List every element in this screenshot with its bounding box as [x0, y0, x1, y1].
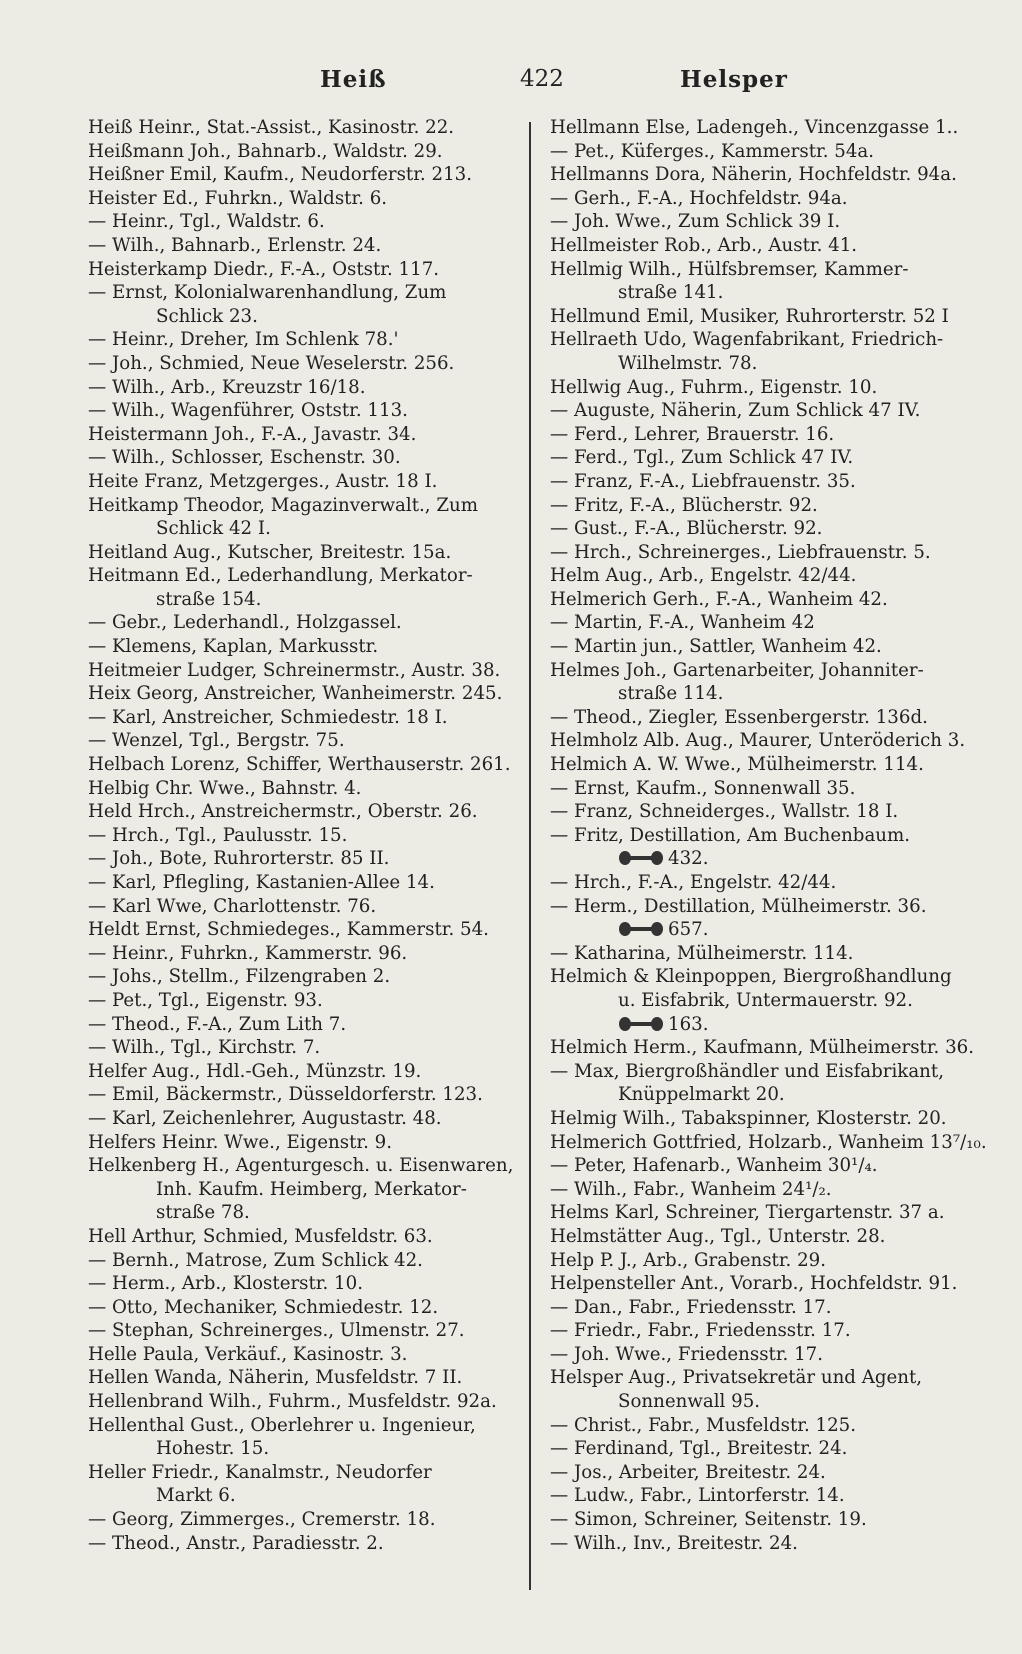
directory-entry: Helpensteller Ant., Vorarb., Hochfeldstr. 91.	[550, 1273, 958, 1295]
directory-entry: — Martin, F.-A., Wanheim 42	[550, 612, 815, 634]
directory-entry: Hellmig Wilh., Hülfsbremser, Kammer-	[550, 258, 909, 280]
directory-entry: — Heinr., Fuhrkn., Kammerstr. 96.	[88, 942, 408, 964]
directory-entry: — Karl Wwe, Charlottenstr. 76.	[88, 895, 377, 917]
directory-entry: Heix Georg, Anstreicher, Wanheimerstr. 245.	[88, 683, 503, 705]
directory-entry: — Wenzel, Tgl., Bergstr. 75.	[88, 730, 345, 752]
directory-entry: Heitmann Ed., Lederhandlung, Merkator-	[88, 565, 473, 587]
directory-entry: Helmstätter Aug., Tgl., Unterstr. 28.	[550, 1225, 886, 1247]
directory-entry: Heißmann Joh., Bahnarb., Waldstr. 29.	[88, 140, 443, 162]
directory-entry: u. Eisfabrik, Untermauerstr. 92.	[618, 989, 913, 1011]
directory-entry: Heitland Aug., Kutscher, Breitestr. 15a.	[88, 541, 452, 563]
directory-entry: — Theod., Anstr., Paradiesstr. 2.	[88, 1532, 384, 1554]
directory-entry: Helms Karl, Schreiner, Tiergartenstr. 37 a.	[550, 1202, 945, 1224]
header-first-name: Heiß	[320, 66, 387, 93]
directory-entry: Schlick 23.	[156, 305, 258, 327]
directory-entry: Heldt Ernst, Schmiedeges., Kammerstr. 54.	[88, 919, 489, 941]
directory-entry: — Simon, Schreiner, Seitenstr. 19.	[550, 1509, 867, 1531]
directory-entry: — Hrch., Tgl., Paulusstr. 15.	[88, 824, 348, 846]
directory-entry: — Gebr., Lederhandl., Holzgassel.	[88, 612, 402, 634]
directory-entry: — Christ., Fabr., Musfeldstr. 125.	[550, 1414, 857, 1436]
directory-entry: Heitkamp Theodor, Magazinverwalt., Zum	[88, 494, 478, 516]
directory-entry: — Ferd., Lehrer, Brauerstr. 16.	[550, 423, 835, 445]
directory-entry: Hellmann Else, Ladengeh., Vincenzgasse 1..	[550, 117, 959, 138]
directory-entry: Helmig Wilh., Tabakspinner, Klosterstr. 20.	[550, 1107, 947, 1129]
phone-number: 657.	[668, 919, 709, 941]
directory-entry: — Martin jun., Sattler, Wanheim 42.	[550, 636, 882, 658]
directory-entry: — Wilh., Schlosser, Eschenstr. 30.	[88, 447, 401, 469]
directory-entry: — Max, Biergroßhändler und Eisfabrikant,	[550, 1060, 944, 1082]
directory-entry: — Wilh., Arb., Kreuzstr 16/18.	[88, 376, 366, 398]
directory-entry: Helfers Heinr. Wwe., Eigenstr. 9.	[88, 1131, 392, 1153]
directory-entry: — Bernh., Matrose, Zum Schlick 42.	[88, 1249, 423, 1271]
directory-entry: Helmich Herm., Kaufmann, Mülheimerstr. 36.	[550, 1037, 975, 1059]
directory-entry: Hellenbrand Wilh., Fuhrm., Musfeldstr. 92a.	[88, 1391, 497, 1413]
directory-entry: Hellwig Aug., Fuhrm., Eigenstr. 10.	[550, 376, 878, 398]
right-column	[550, 116, 987, 1555]
directory-entry: — Hrch., F.-A., Engelstr. 42/44.	[550, 872, 837, 893]
directory-entry: — Herm., Arb., Klosterstr. 10.	[88, 1273, 363, 1295]
directory-entry: — Franz, F.-A., Liebfrauenstr. 35.	[550, 470, 856, 492]
phone-number: 432.	[668, 848, 709, 870]
directory-entry: — Otto, Mechaniker, Schmiedestr. 12.	[88, 1296, 439, 1318]
directory-entry: — Heinr., Dreher, Im Schlenk 78.'	[88, 329, 399, 351]
directory-entry: Schlick 42 I.	[156, 518, 271, 540]
directory-entry: — Gerh., F.-A., Hochfeldstr. 94a.	[550, 187, 848, 209]
directory-entry: — Katharina, Mülheimerstr. 114.	[550, 942, 854, 964]
directory-entry: — Gust., F.-A., Blücherstr. 92.	[550, 518, 823, 540]
directory-entry: Helm Aug., Arb., Engelstr. 42/44.	[550, 565, 857, 587]
directory-entry: — Fritz, F.-A., Blücherstr. 92.	[550, 494, 818, 516]
directory-entry: Inh. Kaufm. Heimberg, Merkator-	[156, 1178, 467, 1200]
directory-entry: — Friedr., Fabr., Friedensstr. 17.	[550, 1320, 851, 1342]
directory-entry: — Heinr., Tgl., Waldstr. 6.	[88, 211, 325, 233]
directory-entry: Helmes Joh., Gartenarbeiter, Johanniter-	[550, 659, 924, 681]
directory-entry: Heißner Emil, Kaufm., Neudorferstr. 213.	[88, 164, 472, 186]
directory-entry: — Johs., Stellm., Filzengraben 2.	[88, 966, 391, 988]
directory-entry: Heister Ed., Fuhrkn., Waldstr. 6.	[88, 187, 388, 209]
column-divider	[529, 122, 531, 1590]
directory-entry: Helmholz Alb. Aug., Maurer, Unteröderich 3.	[550, 730, 966, 752]
directory-entry: — Stephan, Schreinerges., Ulmenstr. 27.	[88, 1320, 465, 1342]
directory-entry: Helbach Lorenz, Schiffer, Werthauserstr. 261.	[88, 754, 511, 776]
directory-entry: — Wilh., Fabr., Wanheim 24¹/₂.	[550, 1178, 832, 1200]
directory-entry: straße 114.	[618, 683, 724, 705]
directory-entry: — Pet., Tgl., Eigenstr. 93.	[88, 989, 323, 1011]
directory-entry: straße 78.	[156, 1202, 250, 1224]
directory-entry: Heisterkamp Diedr., F.-A., Oststr. 117.	[88, 258, 440, 280]
directory-entry: — Dan., Fabr., Friedensstr. 17.	[550, 1296, 832, 1318]
directory-entry: — Wilh., Bahnarb., Erlenstr. 24.	[88, 234, 382, 256]
directory-entry: — Emil, Bäckermstr., Düsseldorferstr. 123.	[88, 1084, 483, 1106]
directory-entry: — Theod., F.-A., Zum Lith 7.	[88, 1013, 347, 1035]
directory-entry: Heiß Heinr., Stat.-Assist., Kasinostr. 22.	[88, 117, 455, 138]
directory-entry: Helsper Aug., Privatsekretär und Agent,	[550, 1367, 923, 1389]
directory-entry: Helmerich Gerh., F.-A., Wanheim 42.	[550, 588, 888, 610]
directory-entry: — Ludw., Fabr., Lintorferstr. 14.	[550, 1485, 845, 1507]
directory-entry: — Wilh., Wagenführer, Oststr. 113.	[88, 400, 408, 422]
phone-number: 163.	[668, 1013, 709, 1035]
directory-entry: Helmich & Kleinpoppen, Biergroßhandlung	[550, 966, 952, 988]
directory-entry: Hellmeister Rob., Arb., Austr. 41.	[550, 234, 858, 256]
directory-entry	[550, 847, 984, 871]
directory-entry	[550, 918, 984, 942]
page-number: 422	[520, 66, 564, 92]
directory-entry: Helfer Aug., Hdl.-Geh., Münzstr. 19.	[88, 1060, 422, 1082]
directory-entry: Heistermann Joh., F.-A., Javastr. 34.	[88, 423, 417, 445]
directory-entry: — Franz, Schneiderges., Wallstr. 18 I.	[550, 801, 899, 823]
directory-entry: — Joh., Bote, Ruhrorterstr. 85 II.	[88, 848, 390, 870]
directory-entry: Hohestr. 15.	[156, 1438, 270, 1460]
directory-entry: Helmerich Gottfried, Holzarb., Wanheim 13⁷/₁₀.	[550, 1131, 987, 1153]
directory-entry: straße 141.	[618, 282, 724, 304]
directory-entry: Knüppelmarkt 20.	[618, 1084, 785, 1106]
directory-entry: — Herm., Destillation, Mülheimerstr. 36.	[550, 895, 927, 917]
directory-entry: — Wilh., Inv., Breitestr. 24.	[550, 1532, 798, 1554]
directory-entry: Wilhelmstr. 78.	[618, 352, 758, 374]
directory-entry: — Theod., Ziegler, Essenbergerstr. 136d.	[550, 706, 928, 728]
directory-entry: Hellraeth Udo, Wagenfabrikant, Friedrich-	[550, 329, 944, 351]
directory-entry: Hellen Wanda, Näherin, Musfeldstr. 7 II.	[88, 1367, 463, 1389]
directory-entry: Hellmanns Dora, Näherin, Hochfeldstr. 94a.	[550, 164, 957, 186]
directory-entry: Held Hrch., Anstreichermstr., Oberstr. 26.	[88, 801, 478, 823]
directory-entry: Hellmund Emil, Musiker, Ruhrorterstr. 52 I	[550, 305, 949, 327]
directory-entry: Heite Franz, Metzgerges., Austr. 18 I.	[88, 470, 438, 492]
directory-entry: — Joh., Schmied, Neue Weselerstr. 256.	[88, 352, 455, 374]
directory-entry: Sonnenwall 95.	[618, 1391, 761, 1413]
left-column	[88, 116, 520, 1555]
directory-entry: — Ferdinand, Tgl., Breitestr. 24.	[550, 1438, 848, 1460]
directory-entry: — Pet., Küferges., Kammerstr. 54a.	[550, 140, 875, 162]
directory-entry: — Karl, Zeichenlehrer, Augustastr. 48.	[88, 1107, 442, 1129]
header-last-name: Helsper	[680, 66, 788, 93]
directory-entry: — Georg, Zimmerges., Cremerstr. 18.	[88, 1509, 436, 1531]
directory-entry: — Peter, Hafenarb., Wanheim 30¹/₄.	[550, 1155, 878, 1177]
directory-entry: — Ernst, Kolonialwarenhandlung, Zum	[88, 282, 447, 304]
directory-entry: — Karl, Anstreicher, Schmiedestr. 18 I.	[88, 706, 448, 728]
directory-entry: Hell Arthur, Schmied, Musfeldstr. 63.	[88, 1225, 433, 1247]
directory-entry: Hellenthal Gust., Oberlehrer u. Ingenieur,	[88, 1414, 476, 1436]
telephone-receiver-icon	[618, 850, 664, 866]
directory-entry: — Fritz, Destillation, Am Buchenbaum.	[550, 824, 911, 846]
directory-entry: Help P. J., Arb., Grabenstr. 29.	[550, 1249, 827, 1271]
directory-entry: — Jos., Arbeiter, Breitestr. 24.	[550, 1461, 826, 1483]
directory-entry: — Klemens, Kaplan, Markusstr.	[88, 636, 379, 658]
telephone-receiver-icon	[618, 921, 664, 937]
directory-entry: Helle Paula, Verkäuf., Kasinostr. 3.	[88, 1343, 408, 1365]
directory-entry: — Karl, Pflegling, Kastanien-Allee 14.	[88, 872, 435, 893]
directory-entry: Markt 6.	[156, 1485, 236, 1507]
directory-entry: Heitmeier Ludger, Schreinermstr., Austr. 38.	[88, 659, 501, 681]
directory-entry: Helbig Chr. Wwe., Bahnstr. 4.	[88, 777, 362, 799]
page-header	[0, 66, 1022, 106]
telephone-receiver-icon	[618, 1016, 664, 1032]
directory-entry: straße 154.	[156, 588, 262, 610]
directory-entry: — Joh. Wwe., Zum Schlick 39 I.	[550, 211, 841, 233]
directory-entry: — Joh. Wwe., Friedensstr. 17.	[550, 1343, 824, 1365]
directory-entry: — Auguste, Näherin, Zum Schlick 47 IV.	[550, 400, 921, 422]
directory-entry: — Ernst, Kaufm., Sonnenwall 35.	[550, 777, 856, 799]
directory-entry: Helmich A. W. Wwe., Mülheimerstr. 114.	[550, 754, 924, 776]
directory-entry: — Hrch., Schreinerges., Liebfrauenstr. 5.	[550, 541, 931, 563]
directory-entry: — Wilh., Tgl., Kirchstr. 7.	[88, 1037, 321, 1059]
directory-entry	[550, 1013, 984, 1037]
directory-entry: Heller Friedr., Kanalmstr., Neudorfer	[88, 1461, 432, 1483]
directory-entry: — Ferd., Tgl., Zum Schlick 47 IV.	[550, 447, 854, 469]
directory-entry: Helkenberg H., Agenturgesch. u. Eisenwaren,	[88, 1155, 514, 1177]
